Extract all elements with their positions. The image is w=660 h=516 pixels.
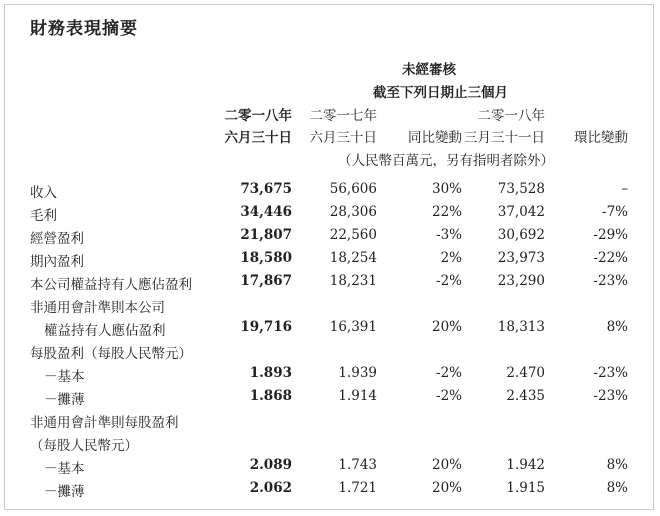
cell-current: 18,580 bbox=[240, 250, 292, 266]
cell-prev-year: 16,391 bbox=[329, 319, 377, 335]
row-label: －攤薄 bbox=[44, 392, 85, 408]
cell-prev-quarter: 2.470 bbox=[506, 365, 545, 381]
cell-yoy: 20% bbox=[431, 319, 462, 335]
cell-current: 1.893 bbox=[249, 365, 292, 381]
table-row bbox=[0, 181, 660, 203]
table-row bbox=[0, 227, 660, 249]
cell-yoy: 22% bbox=[431, 204, 462, 220]
header-qoq: 環比變動 bbox=[574, 130, 628, 146]
cell-current: 2.062 bbox=[249, 480, 292, 496]
cell-current: 34,446 bbox=[240, 204, 292, 220]
cell-prev-quarter: 37,042 bbox=[497, 204, 545, 220]
table-row bbox=[0, 388, 660, 410]
row-label: 非通用會計準則本公司 bbox=[30, 300, 165, 316]
cell-prev-year: 28,306 bbox=[329, 204, 377, 220]
table-row bbox=[0, 342, 660, 364]
page-title: 財務表現摘要 bbox=[30, 19, 138, 39]
cell-current: 21,807 bbox=[240, 227, 292, 243]
cell-current: 2.089 bbox=[249, 457, 292, 473]
table-row bbox=[0, 457, 660, 479]
row-label: －基本 bbox=[44, 369, 85, 385]
cell-prev-quarter: 1.915 bbox=[506, 480, 545, 496]
cell-prev-quarter: 18,313 bbox=[497, 319, 545, 335]
row-label: －基本 bbox=[44, 461, 85, 477]
row-label: 本公司權益持有人應佔盈利 bbox=[30, 277, 192, 293]
cell-prev-quarter: 1.942 bbox=[506, 457, 545, 473]
cell-qoq: 8% bbox=[606, 319, 628, 335]
table-row bbox=[0, 411, 660, 433]
table-row bbox=[0, 250, 660, 272]
header-cur-year: 二零一八年 bbox=[224, 108, 292, 124]
cell-qoq: -7% bbox=[602, 204, 628, 220]
row-label: 每股盈利（每股人民幣元） bbox=[30, 346, 192, 362]
cell-yoy: -2% bbox=[436, 365, 462, 381]
header-prev-year: 二零一七年 bbox=[309, 108, 377, 124]
cell-prev-year: 18,231 bbox=[329, 273, 377, 289]
row-label: 期內盈利 bbox=[30, 254, 84, 270]
cell-qoq: -23% bbox=[593, 273, 628, 289]
cell-prev-quarter: 23,290 bbox=[497, 273, 545, 289]
cell-prev-year: 56,606 bbox=[329, 181, 377, 197]
header-unaudited: 未經審核 bbox=[402, 62, 456, 78]
cell-qoq: -23% bbox=[593, 388, 628, 404]
table-row bbox=[0, 434, 660, 456]
cell-prev-year: 1.914 bbox=[338, 388, 377, 404]
cell-current: 19,716 bbox=[240, 319, 292, 335]
cell-prev-quarter: 2.435 bbox=[506, 388, 545, 404]
row-label: 毛利 bbox=[30, 208, 57, 224]
cell-qoq: -29% bbox=[593, 227, 628, 243]
row-label: 非通用會計準則每股盈利 bbox=[30, 415, 179, 431]
cell-prev-year: 1.743 bbox=[338, 457, 377, 473]
row-label: （每股人民幣元） bbox=[30, 438, 138, 454]
cell-current: 73,675 bbox=[240, 181, 292, 197]
cell-current: 17,867 bbox=[240, 273, 292, 289]
cell-prev-year: 1.721 bbox=[338, 480, 377, 496]
table-row bbox=[0, 204, 660, 226]
row-label: 經營盈利 bbox=[30, 231, 84, 247]
cell-prev-quarter: 73,528 bbox=[497, 181, 545, 197]
table-row bbox=[0, 273, 660, 295]
cell-yoy: 2% bbox=[440, 250, 462, 266]
cell-qoq: -22% bbox=[593, 250, 628, 266]
row-label: 權益持有人應佔盈利 bbox=[44, 323, 166, 339]
cell-qoq: -23% bbox=[593, 365, 628, 381]
table-row bbox=[0, 296, 660, 318]
table-row bbox=[0, 365, 660, 387]
cell-prev-quarter: 30,692 bbox=[497, 227, 545, 243]
header-q1-year: 二零一八年 bbox=[477, 108, 545, 124]
row-label: －攤薄 bbox=[44, 484, 85, 500]
row-label: 收入 bbox=[30, 185, 57, 201]
cell-yoy: 20% bbox=[431, 480, 462, 496]
cell-qoq: 8% bbox=[606, 480, 628, 496]
table-row bbox=[0, 480, 660, 502]
cell-prev-year: 22,560 bbox=[329, 227, 377, 243]
cell-current: 1.868 bbox=[249, 388, 292, 404]
header-period: 截至下列日期止三個月 bbox=[373, 85, 508, 101]
table-row bbox=[0, 319, 660, 341]
header-prev-date: 六月三十日 bbox=[309, 130, 377, 146]
cell-yoy: -2% bbox=[436, 273, 462, 289]
cell-yoy: 30% bbox=[431, 181, 462, 197]
cell-yoy: -3% bbox=[436, 227, 462, 243]
cell-qoq: – bbox=[621, 181, 628, 197]
cell-prev-year: 18,254 bbox=[329, 250, 377, 266]
header-unit-note: （人民幣百萬元，另有指明者除外） bbox=[338, 153, 554, 169]
cell-yoy: 20% bbox=[431, 457, 462, 473]
cell-prev-year: 1.939 bbox=[338, 365, 377, 381]
cell-prev-quarter: 23,973 bbox=[497, 250, 545, 266]
header-cur-date: 六月三十日 bbox=[224, 130, 292, 146]
cell-yoy: -2% bbox=[436, 388, 462, 404]
header-q1-date: 三月三十一日 bbox=[464, 130, 545, 146]
header-yoy: 同比變動 bbox=[408, 130, 462, 146]
cell-qoq: 8% bbox=[606, 457, 628, 473]
